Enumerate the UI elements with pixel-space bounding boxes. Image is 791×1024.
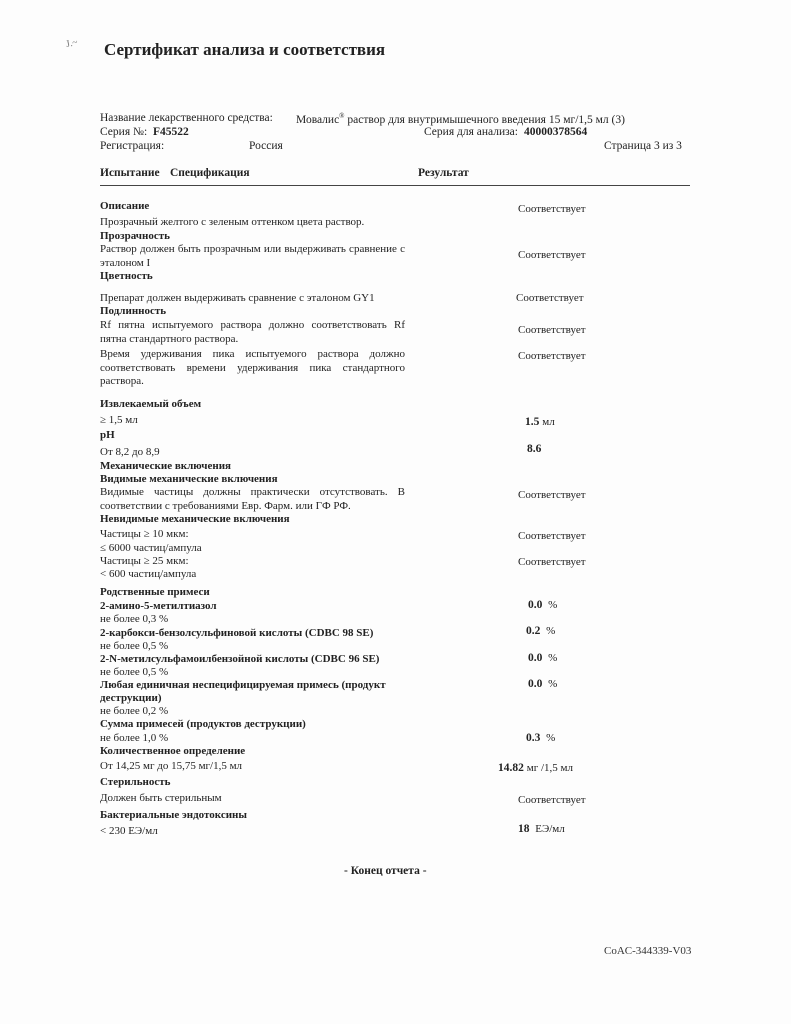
registration-value: Россия [249, 140, 283, 152]
description-title: Описание [100, 200, 150, 212]
color-spec: Препарат должен выдерживать сравнение с эталоном GY1 [100, 292, 375, 304]
assay-result: 14.82 мг /1,5 мл [498, 762, 573, 774]
visible-title: Видимые механические включения [100, 473, 278, 485]
clarity-title: Прозрачность [100, 230, 170, 242]
header-spec: Спецификация [170, 167, 250, 179]
particles10-spec-2: ≤ 6000 частиц/ампула [100, 542, 202, 554]
page-number: Страница 3 из 3 [604, 140, 682, 152]
particles25-spec-2: < 600 частиц/ампула [100, 568, 197, 580]
volume-title: Извлекаемый объем [100, 398, 202, 410]
endotoxin-title: Бактериальные эндотоксины [100, 809, 247, 821]
sterility-spec: Должен быть стерильным [100, 792, 222, 804]
series-label: Серия №: [100, 126, 148, 138]
particles10-result: Соответствует [518, 530, 586, 542]
drug-name: Мовалис® раствор для внутримышечного введения 15 мг/1,5 мл (3) [296, 112, 625, 126]
sterility-result: Соответствует [518, 794, 586, 806]
registration-label: Регистрация: [100, 140, 165, 152]
imp2-title: 2-карбокси-бензолсульфиновой кислоты (CDBC 98 SE) [100, 627, 374, 639]
imp5-spec: не более 1,0 % [100, 732, 169, 744]
assay-title: Количественное определение [100, 745, 246, 757]
particles25-spec-1: Частицы ≥ 25 мкм: [100, 555, 189, 567]
imp4-spec: не более 0,2 % [100, 705, 169, 717]
invisible-title: Невидимые механические включения [100, 513, 290, 525]
imp5-title: Сумма примесей (продуктов деструкции) [100, 718, 306, 730]
imp4-title: Любая единичная неспецифицируемая примесь (продукт деструкции) [100, 679, 386, 704]
color-result: Соответствует [516, 292, 584, 304]
document-code: CoAC-344339-V03 [604, 945, 692, 957]
mech-title: Механические включения [100, 460, 231, 472]
imp3-title: 2-N-метилсульфамоилбензойной кислоты (CDBC 96 SE) [100, 653, 380, 665]
analysis-series-label: Серия для анализа: [424, 126, 518, 138]
description-result: Соответствует [518, 203, 586, 215]
page-title: Сертификат анализа и соответствия [104, 40, 386, 59]
clarity-result: Соответствует [518, 249, 586, 261]
particles25-result: Соответствует [518, 556, 586, 568]
ph-title: pH [100, 429, 115, 441]
header-test: Испытание [100, 167, 160, 179]
sterility-title: Стерильность [100, 776, 171, 788]
identity-spec-1: Rf пятна испытуемого раствора должно соответствовать Rf пятна стандартного раствора. [100, 319, 405, 345]
series-value: F45522 [153, 126, 189, 138]
visible-spec: Видимые частицы должны практически отсутствовать. В соответствии с требованиями Евр. Фарм. или ГФ РФ. [100, 486, 405, 512]
imp5-result: 0.3 % [526, 732, 556, 744]
color-title: Цветность [100, 270, 153, 282]
description-spec: Прозрачный желтого с зеленым оттенком цвета раствор. [100, 216, 365, 228]
imp2-spec: не более 0,5 % [100, 640, 169, 652]
end-of-report: - Конец отчета - [344, 865, 427, 877]
clarity-spec: Раствор должен быть прозрачным или выдерживать сравнение с эталоном I [100, 243, 405, 269]
header-divider [100, 185, 690, 186]
identity-title: Подлинность [100, 305, 167, 317]
imp1-result: 0.0 % [528, 599, 558, 611]
volume-result: 1.5 мл [525, 416, 555, 428]
ph-result: 8.6 [527, 443, 542, 455]
endotoxin-result: 18 ЕЭ/мл [518, 823, 565, 835]
identity-result-1: Соответствует [518, 324, 586, 336]
ph-spec: От 8,2 до 8,9 [100, 446, 160, 458]
particles10-spec-1: Частицы ≥ 10 мкм: [100, 528, 189, 540]
endotoxin-spec: < 230 ЕЭ/мл [100, 825, 158, 837]
drug-label: Название лекарственного средства: [100, 112, 273, 124]
identity-result-2: Соответствует [518, 350, 586, 362]
impurities-title: Родственные примеси [100, 586, 210, 598]
visible-result: Соответствует [518, 489, 586, 501]
handwritten-mark: J.~ [64, 36, 79, 51]
imp3-result: 0.0 % [528, 652, 558, 664]
imp1-spec: не более 0,3 % [100, 613, 169, 625]
imp4-result: 0.0 % [528, 678, 558, 690]
imp2-result: 0.2 % [526, 625, 556, 637]
imp3-spec: не более 0,5 % [100, 666, 169, 678]
assay-spec: От 14,25 мг до 15,75 мг/1,5 мл [100, 760, 243, 772]
imp1-title: 2-амино-5-метилтиазол [100, 600, 217, 612]
volume-spec: ≥ 1,5 мл [100, 414, 138, 426]
identity-spec-2: Время удерживания пика испытуемого раствора должно соответствовать времени удерживания пика стандартного раствора. [100, 348, 405, 387]
header-result: Результат [418, 167, 469, 179]
analysis-series-value: 40000378564 [524, 126, 588, 138]
